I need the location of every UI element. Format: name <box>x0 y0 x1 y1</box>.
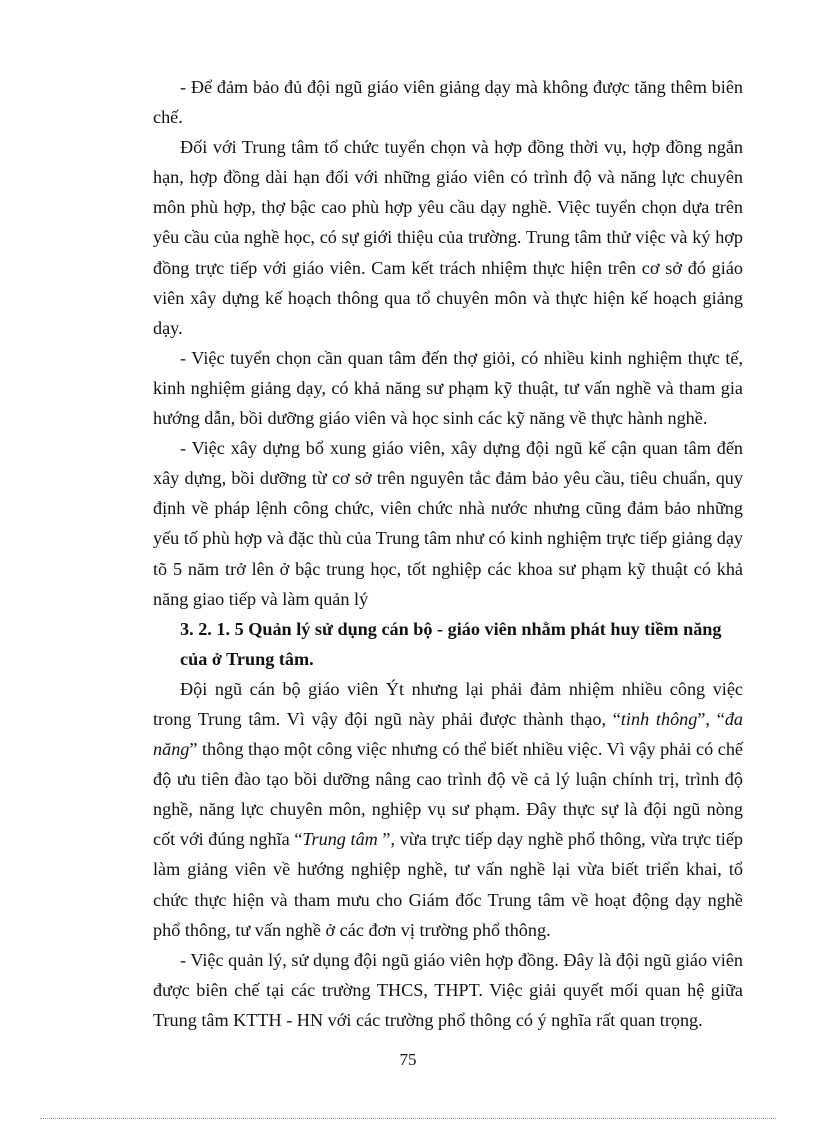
italic-term-tinh-thong: tinh thông <box>620 708 698 729</box>
paragraph-5 <box>153 674 743 945</box>
section-heading-line-1: 3. 2. 1. 5 Quản lý sử dụng cán bộ - giáo viên nhằm phát huy tiềm năng <box>180 618 722 639</box>
body-text <box>153 72 743 1035</box>
paragraph-5-part-a: Đội ngũ cán bộ giáo viên Ýt nhưng lại phải đảm nhiệm nhiều công việc trong Trung tâm. Vì vậy đội ngũ này phải được thành thạo, “ <box>153 678 743 729</box>
paragraph-1: - Để đảm bảo đủ đội ngũ giáo viên giảng dạy mà không được tăng thêm biên chế. <box>153 77 743 128</box>
paragraph-5-part-d: ”, vừa trực tiếp dạy nghề phổ thông, vừa trực tiếp làm giảng viên về hướng nghiệp nghề, tư vấn nghề lại vừa biết triển khai, tổ chức thực hiện và tham mưu cho Giám đốc Trung tâm về hoạt động dạy nghề phổ thông, tư vấn nghề ở các đơn vị trường phổ thông. <box>153 829 743 940</box>
italic-term-trung-tam: Trung tâm <box>302 829 378 850</box>
page-number: 75 <box>399 1050 417 1069</box>
italic-term-da-nang: đa năng <box>153 708 743 760</box>
paragraph-6: - Việc quản lý, sử dụng đội ngũ giáo viên hợp đồng. Đây là đội ngũ giáo viên được biên chế tại các trường THCS, THPT. Việc giải quyết mối quan hệ giữa Trung tâm KTTH - HN với các trường phổ thông có ý nghĩa rất quan trọng. <box>153 949 743 1030</box>
paragraph-4: - Việc xây dựng bổ xung giáo viên, xây dựng đội ngũ kế cận quan tâm đến xây dựng, bồi dưỡng từ cơ sở trên nguyên tắc đảm bảo yêu cầu, tiêu chuẩn, quy định về pháp lệnh công chức, viên chức nhà nước nhưng cũng đảm bảo những yếu tố phù hợp và đặc thù của Trung tâm như có kinh nghiệm trực tiếp giảng dạy tõ 5 năm trở lên ở bậc trung học, tốt nghiệp các khoa sư phạm kỹ thuật có khả năng giao tiếp và làm quản lý <box>153 438 743 609</box>
paragraph-5-part-b: ”, “ <box>697 708 725 729</box>
page-bottom-divider <box>40 1118 776 1119</box>
section-heading <box>153 614 743 674</box>
section-heading-line-2: của ở Trung tâm. <box>180 648 314 669</box>
paragraph-3: - Việc tuyển chọn cần quan tâm đến thợ giỏi, có nhiều kinh nghiệm thực tế, kinh nghiệm giảng dạy, có khả năng sư phạm kỹ thuật, tư vấn nghề và tham gia hướng dẫn, bồi dưỡng giáo viên và học sinh các kỹ năng về thực hành nghề. <box>153 347 743 429</box>
paragraph-5-part-c: ” thông thạo một công việc nhưng có thể biết nhiều việc. Vì vậy phải có chế độ ưu tiên đào tạo bồi dưỡng nâng cao trình độ về cả lý luận chính trị, trình độ nghề, năng lực chuyên môn, nghiệp vụ sư phạm. Đây thực sự là đội ngũ nòng cốt với đúng nghĩa “ <box>153 739 743 850</box>
paragraph-2: Đối với Trung tâm tổ chức tuyển chọn và hợp đồng thời vụ, hợp đồng ngắn hạn, hợp đồng dài hạn đối với những giáo viên có trình độ và năng lực chuyên môn phù hợp, thợ bậc cao phù hợp yêu cầu dạy nghề. Việc tuyển chọn dựa trên yêu cầu của nghề học, có sự giới thiệu của trường. Trung tâm thử việc và ký hợp đồng trực tiếp với giáo viên. Cam kết trách nhiệm thực hiện trên cơ sở đó giáo viên xây dựng kế hoạch thông qua tổ chuyên môn và thực hiện kế hoạch giảng dạy. <box>153 137 743 338</box>
